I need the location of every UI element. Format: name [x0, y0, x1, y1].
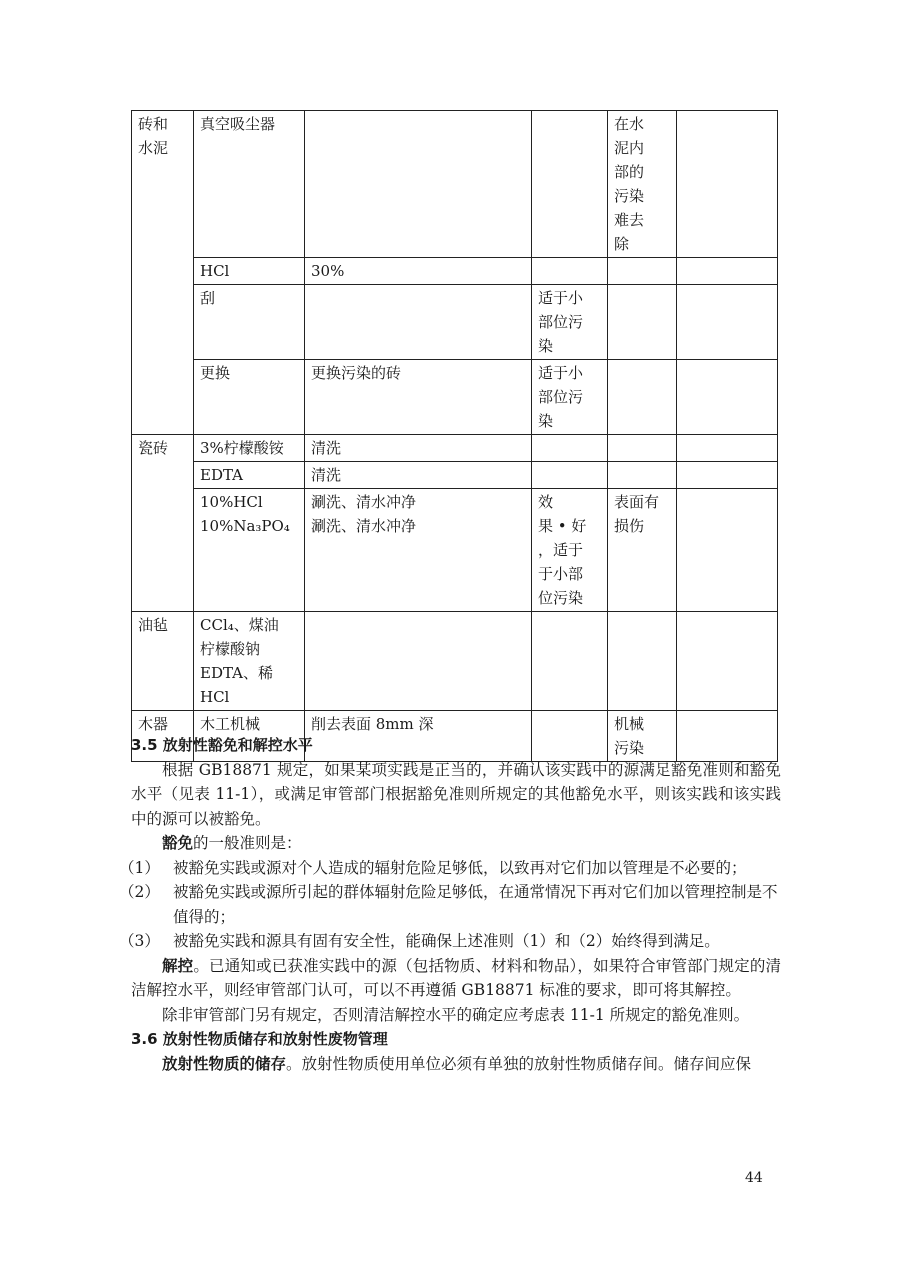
paragraph: 除非审管部门另有规定，否则清洁解控水平的确定应考虑表 11-1 所规定的豁免准则。	[162, 1005, 750, 1024]
table-cell	[608, 612, 677, 711]
list-item: （2） 被豁免实践或源所引起的群体辐射危险足够低，在通常情况下再对它们加以管理控制是不值得的；	[119, 883, 778, 926]
table-cell	[677, 111, 778, 258]
table-row	[132, 462, 778, 489]
table-cell	[608, 360, 677, 435]
table-cell: 效 果 • 好 ，适于 于小部 位污染	[532, 489, 608, 612]
table-row	[132, 612, 778, 711]
decontamination-methods-table	[131, 110, 778, 762]
table-cell: CCl₄、煤油 柠檬酸钠 EDTA、稀 HCl	[194, 612, 305, 711]
table-cell: 在水 泥内 部的 污染 难去 除	[608, 111, 677, 258]
body-text	[119, 733, 781, 1076]
table-cell: 更换污染的砖	[305, 360, 532, 435]
paragraph: 根据 GB18871 规定，如果某项实践是正当的，并确认该实践中的源满足豁免准则和豁免水平（见表 11-1），或满足审管部门根据豁免准则所规定的其他豁免水平，则该实践和该实践中的源可以被豁免。	[131, 760, 781, 828]
table-cell	[532, 111, 608, 258]
bold-term: 解控	[162, 955, 194, 975]
table-cell	[305, 111, 532, 258]
table-cell	[608, 258, 677, 285]
table-cell-material: 砖和 水泥	[132, 111, 194, 435]
table-cell	[532, 612, 608, 711]
table-cell	[608, 285, 677, 360]
table-cell: HCl	[194, 258, 305, 285]
table-cell: 适于小 部位污 染	[532, 360, 608, 435]
table-cell: 刮	[194, 285, 305, 360]
page-number: 44	[745, 1170, 763, 1186]
table-cell	[677, 612, 778, 711]
table-cell: 机械 污染	[608, 711, 677, 762]
table-cell	[677, 360, 778, 435]
table-cell-material: 瓷砖	[132, 435, 194, 612]
bold-term: 放射性物质的储存	[162, 1053, 287, 1073]
table-cell	[532, 258, 608, 285]
table-cell: 涮洗、清水冲净 涮洗、清水冲净	[305, 489, 532, 612]
table-cell: 真空吸尘器	[194, 111, 305, 258]
table-row	[132, 489, 778, 612]
table-cell: 清洗	[305, 435, 532, 462]
table-cell	[532, 462, 608, 489]
list-item: （3） 被豁免实践和源具有固有安全性，能确保上述准则（1）和（2）始终得到满足。	[119, 932, 720, 950]
table-cell: 表面有 损伤	[608, 489, 677, 612]
table-cell	[677, 285, 778, 360]
table-cell-material: 油毡	[132, 612, 194, 711]
table-cell: 30%	[305, 258, 532, 285]
table-cell: 削去表面 8mm 深	[305, 711, 532, 762]
table-cell: 10%HCl 10%Na₃PO₄	[194, 489, 305, 612]
table-cell	[677, 435, 778, 462]
table-cell: 更换	[194, 360, 305, 435]
table-cell	[532, 435, 608, 462]
section-heading-3-5: 3.5 放射性豁免和解控水平	[131, 736, 313, 754]
section-heading-3-6: 3.6 放射性物质储存和放射性废物管理	[131, 1030, 388, 1048]
table-cell	[677, 258, 778, 285]
table-cell: 木工机械	[194, 711, 305, 762]
table-row	[132, 435, 778, 462]
table-cell: 3%柠檬酸铵	[194, 435, 305, 462]
table-cell	[677, 462, 778, 489]
paragraph: 放射性物质的储存。放射性物质使用单位必须有单独的放射性物质储存间。储存间应保	[162, 1053, 752, 1073]
paragraph: 解控。已通知或已获准实践中的源（包括物质、材料和物品），如果符合审管部门规定的清洁解控水平，则经审管部门认可，可以不再遵循 GB18871 标准的要求，即可将其解控。	[131, 955, 781, 999]
table-cell-material: 木器	[132, 711, 194, 762]
table-cell	[608, 435, 677, 462]
table-row	[132, 111, 778, 258]
table-cell	[305, 612, 532, 711]
table-row	[132, 360, 778, 435]
table-cell: 适于小 部位污 染	[532, 285, 608, 360]
table-cell	[608, 462, 677, 489]
list-item: （1） 被豁免实践或源对个人造成的辐射危险足够低，以致再对它们加以管理是不必要的；	[119, 858, 747, 877]
table-cell	[677, 489, 778, 612]
table-cell: 清洗	[305, 462, 532, 489]
paragraph: 豁免的一般准则是：	[162, 833, 302, 852]
bold-term: 豁免	[162, 833, 194, 852]
table-cell: EDTA	[194, 462, 305, 489]
table-row	[132, 258, 778, 285]
table-row	[132, 285, 778, 360]
table-cell	[305, 285, 532, 360]
